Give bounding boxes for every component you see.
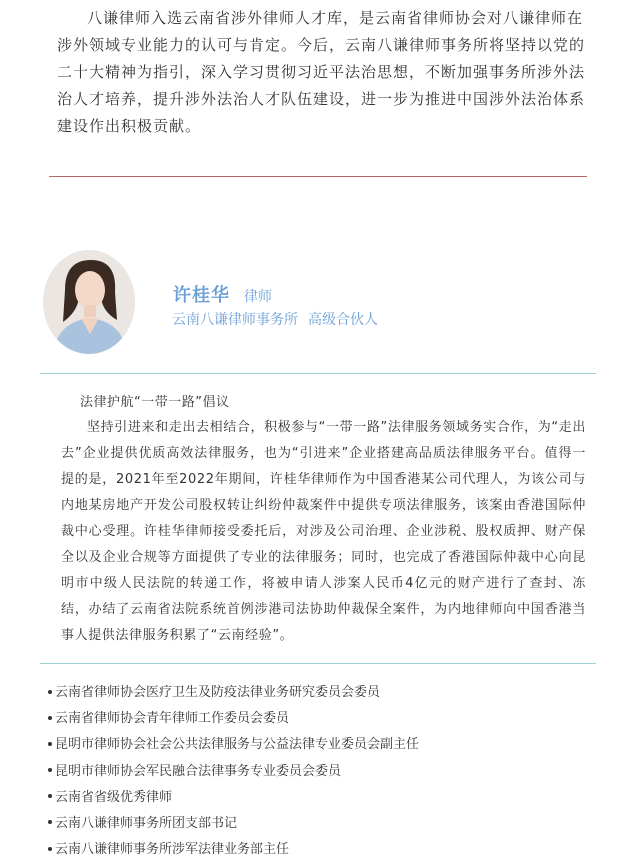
case-heading: 法律护航“一带一路”倡议 bbox=[80, 395, 230, 410]
list-item: 云南八谦律师事务所团支部书记 bbox=[48, 811, 419, 837]
lawyer-name-line bbox=[173, 281, 272, 307]
bullet-icon bbox=[48, 690, 52, 694]
roles-list bbox=[48, 680, 419, 863]
firm-name: 云南八谦律师事务所 bbox=[172, 312, 298, 328]
bullet-icon bbox=[48, 847, 52, 851]
portrait-image bbox=[43, 250, 135, 354]
bullet-icon bbox=[48, 768, 52, 772]
bullet-icon bbox=[48, 820, 52, 824]
list-item: 云南八谦律师事务所涉军法律业务部主任 bbox=[48, 837, 419, 863]
section-divider bbox=[49, 176, 587, 177]
list-item: 云南省律师协会青年律师工作委员会委员 bbox=[48, 706, 419, 732]
list-item: 云南省律师协会医疗卫生及防疫法律业务研究委员会委员 bbox=[48, 680, 419, 706]
profile-divider-bottom bbox=[40, 663, 596, 664]
list-item: 昆明市律师协会社会公共法律服务与公益法律专业委员会副主任 bbox=[48, 732, 419, 758]
profile-divider-top bbox=[40, 373, 596, 374]
bullet-icon bbox=[48, 794, 52, 798]
list-item: 云南省省级优秀律师 bbox=[48, 785, 419, 811]
intro-paragraph: 八谦律师入选云南省涉外律师人才库，是云南省律师协会对八谦律师在涉外领域专业能力的认可与肯定。今后，云南八谦律师事务所将坚持以党的二十大精神为指引，深入学习贯彻习近平法治思想，不断加强事务所涉外法治人才培养，提升涉外法治人才队伍建设，进一步为推进中国涉外法治体系建设作出积极贡献。 bbox=[57, 9, 586, 135]
lawyer-name: 许桂华 bbox=[173, 285, 230, 306]
firm-line bbox=[172, 309, 378, 329]
bullet-icon bbox=[48, 716, 52, 720]
list-item: 昆明市律师协会军民融合法律事务专业委员会委员 bbox=[48, 759, 419, 785]
lawyer-portrait bbox=[43, 250, 135, 354]
partner-position: 高级合伙人 bbox=[308, 312, 378, 328]
case-body: 坚持引进来和走出去相结合，积极参与“一带一路”法律服务领域务实合作，为“走出去”企业提供优质高效法律服务，也为“引进来”企业搭建高品质法律服务平台。值得一提的是，2021年至2022年期间，许桂华律师作为中国香港某公司代理人，为该公司与内地某房地产开发公司股权转让纠纷仲裁案件中提供专项法律服务，该案由香港国际仲裁中心受理。许桂华律师接受委托后，对涉及公司治理、企业涉税、股权质押、财产保全以及企业合规等方面提供了专业的法律服务；同时，也完成了香港国际仲裁中心向昆明市中级人民法院的转递工作，将被申请人涉案人民币4亿元的财产进行了查封、冻结，办结了云南省法院系统首例涉港司法协助仲裁保全案件，为内地律师向中国香港当事人提供法律服务积累了“云南经验”。 bbox=[61, 420, 586, 643]
lawyer-title: 律师 bbox=[244, 289, 272, 305]
bullet-icon bbox=[48, 742, 52, 746]
